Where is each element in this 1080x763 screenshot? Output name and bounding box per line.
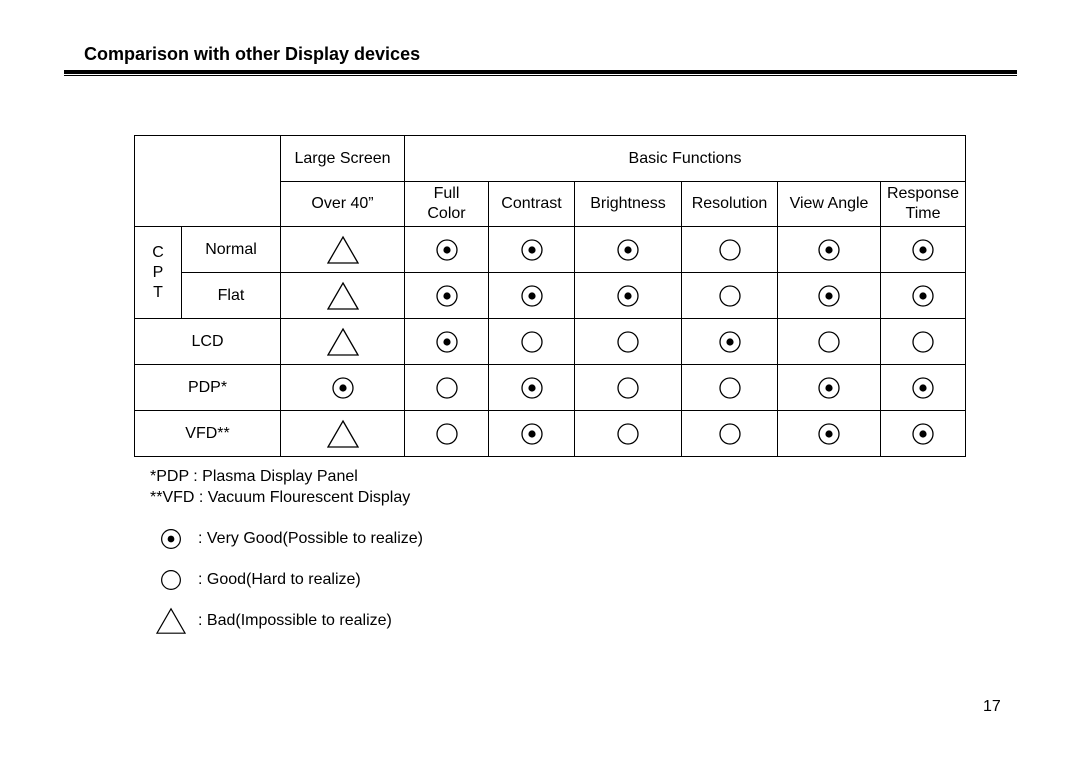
very-good-icon [516,280,548,312]
row-label: VFD** [135,411,281,457]
very-good-icon [813,418,845,450]
good-icon [156,565,192,595]
row-label: LCD [135,319,281,365]
row-label: Flat [182,273,281,319]
rating-cell [281,411,405,457]
legend-very-good [156,525,423,553]
rating-cell [281,227,405,273]
cpt-letter-c: C [152,243,164,261]
bad-icon [327,234,359,266]
header-row-1 [135,136,966,182]
good-icon [612,326,644,358]
cpt-letter-t: T [153,283,163,301]
rating-cell [778,319,881,365]
footnote-vfd: **VFD : Vacuum Flourescent Display [150,489,411,506]
very-good-icon [907,418,939,450]
header-over40: Over 40” [281,182,405,227]
rating-cell [405,411,489,457]
cpt-group-label [135,227,182,319]
row-label: PDP* [135,365,281,411]
rating-cell [281,319,405,365]
good-icon [612,372,644,404]
good-icon [431,372,463,404]
header-response-time [881,182,966,227]
good-icon [907,326,939,358]
rating-cell [682,227,778,273]
very-good-icon [907,234,939,266]
very-good-icon [813,234,845,266]
very-good-icon [714,326,746,358]
rating-cell [682,411,778,457]
cpt-letter-p: P [152,263,164,281]
rating-cell [405,365,489,411]
comparison-table [134,135,966,457]
header-large-screen: Large Screen [281,136,405,182]
rating-cell [575,319,682,365]
header-brightness: Brightness [575,182,682,227]
rating-cell [881,273,966,319]
very-good-icon [431,234,463,266]
very-good-icon [907,280,939,312]
good-icon [813,326,845,358]
rating-cell [405,319,489,365]
table-row [135,319,966,365]
rating-cell [682,365,778,411]
header-contrast: Contrast [489,182,575,227]
page-number: 17 [983,698,1001,715]
rating-cell [575,273,682,319]
table-row [135,227,966,273]
good-icon [714,372,746,404]
rating-cell [489,227,575,273]
rating-cell [881,319,966,365]
good-icon [714,280,746,312]
legend-bad-text: : Bad(Impossible to realize) [198,612,392,629]
very-good-icon [813,280,845,312]
table-row [135,365,966,411]
rating-cell [489,411,575,457]
header-full-color-line2: Color [427,205,466,222]
table-row [135,411,966,457]
very-good-icon [612,234,644,266]
rating-cell [575,227,682,273]
legend-very-good-text: : Very Good(Possible to realize) [198,530,423,547]
row-label: Normal [182,227,281,273]
rating-cell [682,319,778,365]
very-good-icon [516,234,548,266]
very-good-icon [516,418,548,450]
good-icon [612,418,644,450]
good-icon [431,418,463,450]
very-good-icon [327,372,359,404]
rating-cell [405,227,489,273]
header-view-angle: View Angle [778,182,881,227]
header-basic-functions: Basic Functions [405,136,966,182]
header-response-line1: Response [886,185,960,202]
good-icon [714,418,746,450]
very-good-icon [431,326,463,358]
rating-cell [778,227,881,273]
rating-cell [405,273,489,319]
header-full-color-line1: Full [433,185,460,202]
rating-cell [281,273,405,319]
rating-cell [489,273,575,319]
bad-icon [156,606,192,636]
corner-cell [135,136,281,227]
header-resolution: Resolution [682,182,778,227]
header-response-line2: Time [905,205,941,222]
rating-cell [281,365,405,411]
legend-good-text: : Good(Hard to realize) [198,571,361,588]
rating-cell [575,365,682,411]
rating-cell [881,411,966,457]
rating-cell [778,411,881,457]
title-rule-thin [64,75,1017,76]
bad-icon [327,326,359,358]
very-good-icon [813,372,845,404]
table-row [135,273,966,319]
rating-cell [778,365,881,411]
very-good-icon [516,372,548,404]
very-good-icon [156,524,192,554]
very-good-icon [907,372,939,404]
legend-good [156,566,361,594]
legend-bad [156,607,392,635]
rating-cell [575,411,682,457]
very-good-icon [431,280,463,312]
footnote-pdp: *PDP : Plasma Display Panel [150,468,358,485]
very-good-icon [612,280,644,312]
header-full-color [405,182,489,227]
rating-cell [778,273,881,319]
rating-cell [881,365,966,411]
bad-icon [327,280,359,312]
bad-icon [327,418,359,450]
title-rule-thick [64,70,1017,74]
page-title: Comparison with other Display devices [84,44,421,64]
good-icon [516,326,548,358]
footnotes [150,466,410,508]
rating-cell [881,227,966,273]
rating-cell [489,319,575,365]
rating-cell [489,365,575,411]
rating-cell [682,273,778,319]
good-icon [714,234,746,266]
